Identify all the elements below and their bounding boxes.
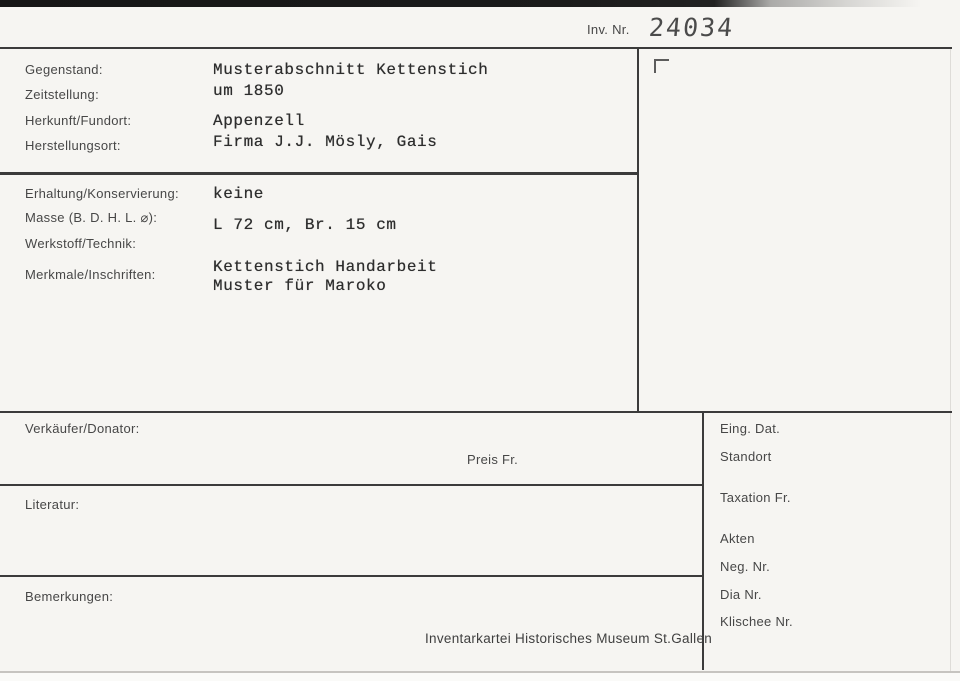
field-value-erhaltung: keine bbox=[213, 185, 265, 203]
field-label-eing-dat: Eing. Dat. bbox=[720, 421, 781, 436]
field-label-herkunft: Herkunft/Fundort: bbox=[25, 113, 132, 128]
field-label-neg-nr: Neg. Nr. bbox=[720, 559, 771, 574]
field-label-akten: Akten bbox=[720, 531, 755, 546]
card-footer-title: Inventarkartei Historisches Museum St.Gallen bbox=[425, 631, 713, 646]
field-label-verkaeufer: Verkäufer/Donator: bbox=[25, 421, 140, 436]
divider-object-details bbox=[0, 172, 638, 175]
field-value-herkunft: Appenzell bbox=[213, 112, 305, 130]
field-value-merkmale-line2: Muster für Maroko bbox=[213, 277, 387, 295]
divider-vertical-upper bbox=[637, 47, 639, 413]
field-label-werkstoff: Werkstoff/Technik: bbox=[25, 236, 137, 251]
divider-main bbox=[0, 411, 952, 413]
inv-nr-label: Inv. Nr. bbox=[587, 22, 630, 37]
field-value-zeitstellung: um 1850 bbox=[213, 82, 285, 100]
scan-margin-bottom bbox=[0, 673, 960, 681]
field-label-masse: Masse (B. D. H. L. ⌀): bbox=[25, 210, 158, 225]
photo-corner-icon bbox=[654, 59, 669, 73]
scan-edge-right bbox=[950, 47, 951, 672]
field-label-gegenstand: Gegenstand: bbox=[25, 62, 103, 77]
field-label-erhaltung: Erhaltung/Konservierung: bbox=[25, 186, 179, 201]
field-label-standort: Standort bbox=[720, 449, 772, 464]
inv-nr-value: 24034 bbox=[647, 13, 736, 42]
field-label-literatur: Literatur: bbox=[25, 497, 80, 512]
field-label-dia-nr: Dia Nr. bbox=[720, 587, 762, 602]
field-label-herstellungsort: Herstellungsort: bbox=[25, 138, 121, 153]
field-label-zeitstellung: Zeitstellung: bbox=[25, 87, 99, 102]
field-label-preis: Preis Fr. bbox=[467, 452, 519, 467]
field-label-taxation: Taxation Fr. bbox=[720, 490, 791, 505]
divider-header bbox=[0, 47, 952, 49]
divider-literature bbox=[0, 575, 703, 577]
field-value-gegenstand: Musterabschnitt Kettenstich bbox=[213, 61, 489, 79]
field-value-merkmale-line1: Kettenstich Handarbeit bbox=[213, 258, 438, 276]
field-label-klischee-nr: Klischee Nr. bbox=[720, 614, 793, 629]
scan-edge-top bbox=[0, 0, 940, 7]
field-value-herstellungsort: Firma J.J. Mösly, Gais bbox=[213, 133, 438, 151]
field-value-masse: L 72 cm, Br. 15 cm bbox=[213, 216, 397, 234]
field-label-merkmale: Merkmale/Inschriften: bbox=[25, 267, 156, 282]
field-label-bemerkungen: Bemerkungen: bbox=[25, 589, 114, 604]
divider-seller bbox=[0, 484, 703, 486]
